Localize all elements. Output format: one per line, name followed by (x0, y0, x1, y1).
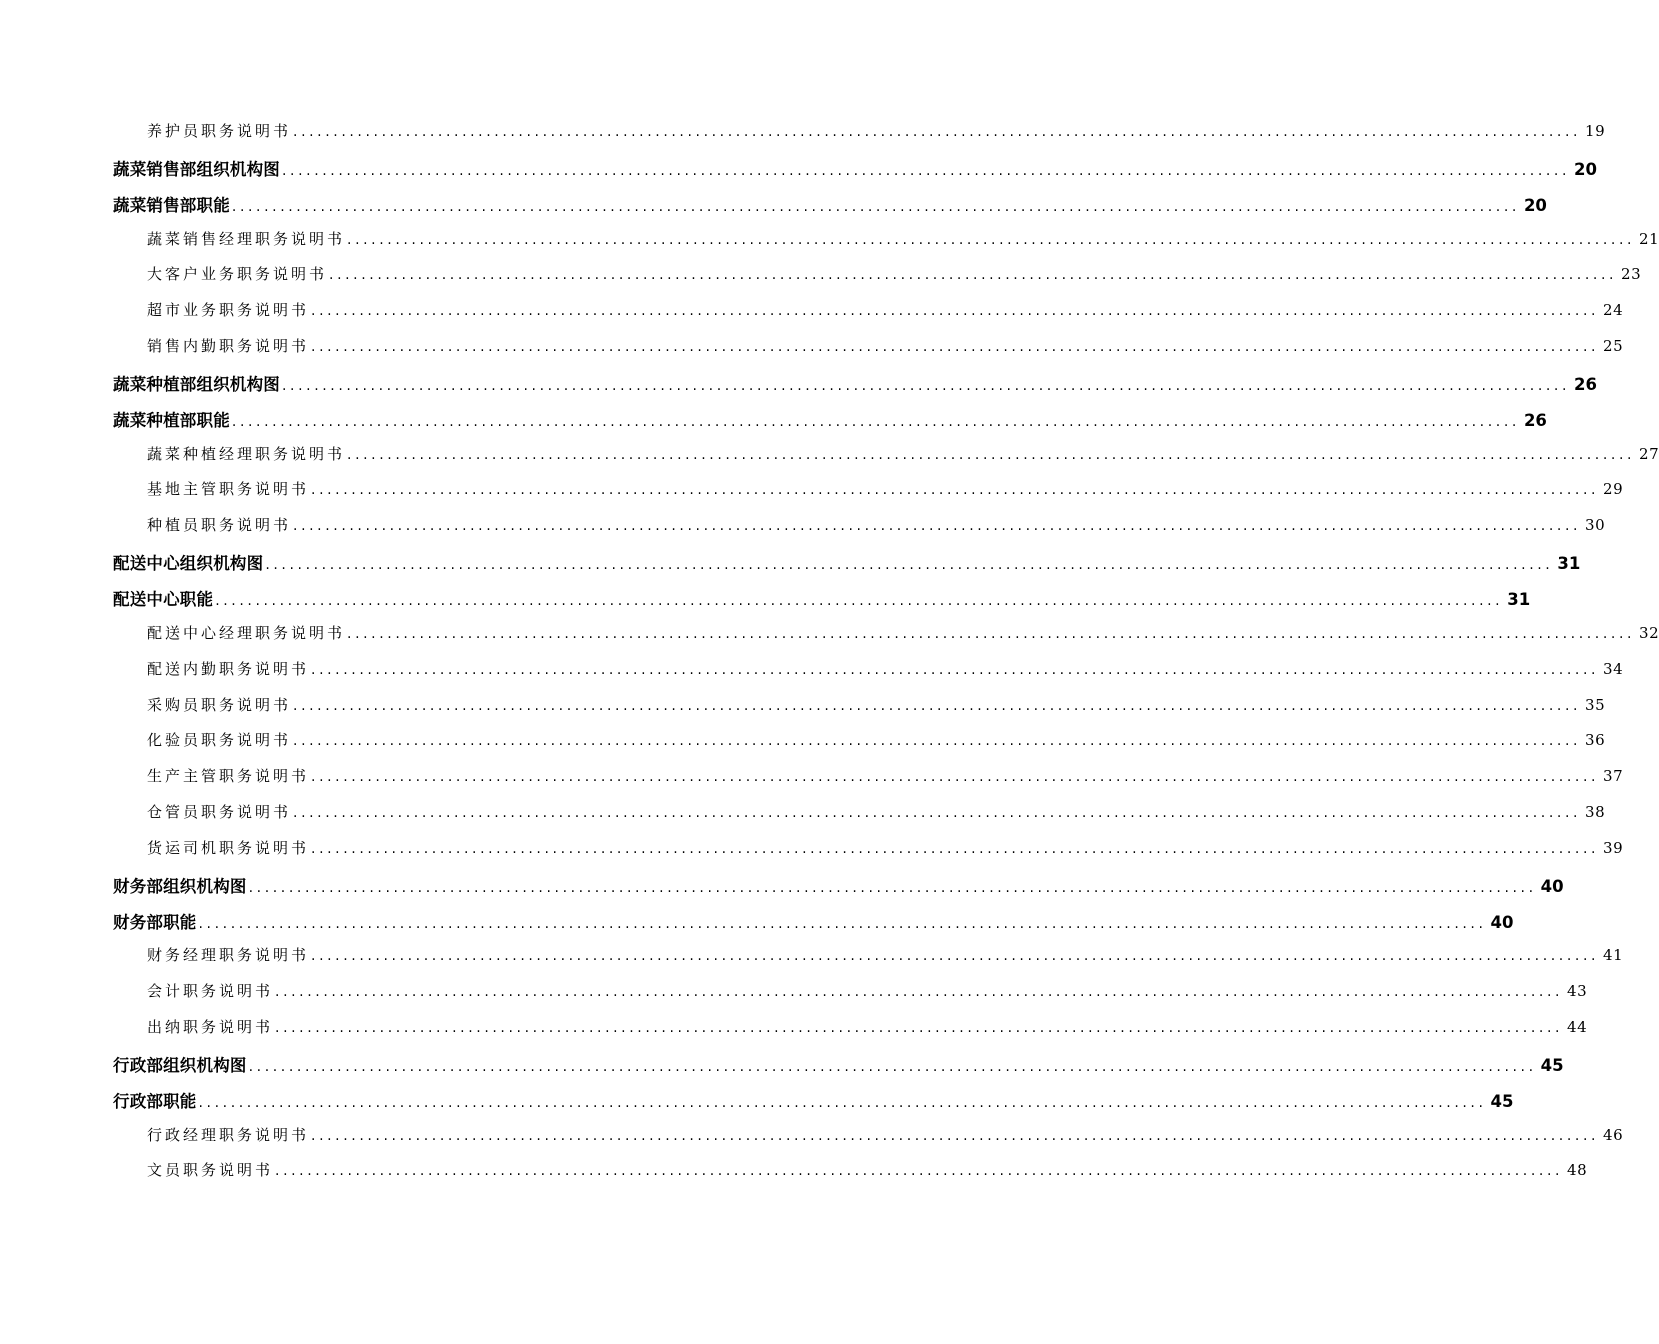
toc-page-number[interactable]: 43 (1567, 982, 1588, 1001)
toc-section-entry[interactable] (113, 550, 1581, 586)
toc-page-number[interactable]: 44 (1567, 1018, 1588, 1037)
toc-page-number[interactable]: 45 (1490, 1091, 1514, 1111)
toc-subsection-entry[interactable] (113, 837, 1624, 873)
toc-subsection-entry[interactable] (113, 1159, 1588, 1195)
toc-page-number[interactable]: 20 (1574, 159, 1597, 179)
toc-page-number[interactable]: 31 (1557, 554, 1581, 574)
toc-entry-title[interactable]: 基地主管职务说明书 (147, 480, 310, 499)
toc-page-number[interactable]: 20 (1523, 195, 1547, 215)
toc-dot-leader: ................................................................................................................................................................ (347, 231, 1636, 248)
toc-page-number[interactable]: 36 (1585, 731, 1606, 750)
toc-entry-title[interactable]: 财务部组织机构图 (113, 876, 247, 896)
toc-page-number[interactable]: 24 (1603, 301, 1624, 320)
toc-dot-leader: ................................................................................................................................................................ (311, 661, 1600, 678)
toc-page-number[interactable]: 37 (1603, 767, 1624, 786)
toc-entry-title[interactable]: 文员职务说明书 (147, 1161, 274, 1180)
toc-entry-title[interactable]: 配送中心经理职务说明书 (147, 623, 346, 642)
table-of-contents (113, 120, 1659, 1195)
toc-entry-title[interactable]: 配送中心组织机构图 (113, 554, 264, 574)
toc-dot-leader: ................................................................................................................................................................ (293, 805, 1582, 822)
toc-dot-leader: ................................................................................................................................................................ (248, 879, 1537, 896)
toc-entry-title[interactable]: 化验员职务说明书 (147, 731, 292, 750)
toc-page-number[interactable]: 40 (1490, 912, 1514, 932)
toc-page-number[interactable]: 40 (1540, 876, 1564, 896)
toc-entry-title[interactable]: 采购员职务说明书 (147, 695, 292, 714)
toc-entry-title[interactable]: 会计职务说明书 (147, 982, 274, 1001)
toc-section-entry[interactable] (113, 909, 1514, 945)
toc-dot-leader: ................................................................................................................................................................ (215, 592, 1504, 609)
toc-page-number[interactable]: 31 (1507, 589, 1531, 609)
toc-page-number[interactable]: 26 (1523, 410, 1547, 430)
toc-dot-leader: ................................................................................................................................................................ (311, 303, 1600, 320)
toc-subsection-entry[interactable] (113, 944, 1624, 980)
toc-page-number[interactable]: 27 (1639, 444, 1659, 463)
toc-page-number[interactable]: 45 (1540, 1055, 1564, 1075)
toc-dot-leader: ................................................................................................................................................................ (231, 413, 1520, 430)
toc-entry-title[interactable]: 财务经理职务说明书 (147, 946, 310, 965)
toc-section-entry[interactable] (113, 371, 1597, 407)
toc-subsection-entry[interactable] (113, 120, 1606, 156)
toc-entry-title[interactable]: 蔬菜销售经理职务说明书 (147, 229, 346, 248)
toc-page-number[interactable]: 29 (1603, 480, 1624, 499)
toc-entry-title[interactable]: 销售内勤职务说明书 (147, 337, 310, 356)
toc-section-entry[interactable] (113, 1052, 1564, 1088)
toc-entry-title[interactable]: 超市业务职务说明书 (147, 301, 310, 320)
toc-entry-title[interactable]: 行政部职能 (113, 1091, 197, 1111)
toc-entry-title[interactable]: 蔬菜种植部职能 (113, 410, 230, 430)
toc-subsection-entry[interactable] (113, 1016, 1588, 1052)
toc-dot-leader: ................................................................................................................................................................ (265, 557, 1554, 574)
toc-page-number[interactable]: 32 (1639, 623, 1659, 642)
toc-entry-title[interactable]: 仓管员职务说明书 (147, 803, 292, 822)
toc-subsection-entry[interactable] (113, 514, 1606, 550)
toc-subsection-entry[interactable] (113, 1124, 1624, 1160)
toc-subsection-entry[interactable] (113, 228, 1659, 264)
toc-subsection-entry[interactable] (113, 478, 1624, 514)
toc-page-number[interactable]: 30 (1585, 516, 1606, 535)
toc-dot-leader: ................................................................................................................................................................ (275, 1163, 1564, 1180)
toc-subsection-entry[interactable] (113, 622, 1659, 658)
toc-page-number[interactable]: 39 (1603, 838, 1624, 857)
toc-dot-leader: ................................................................................................................................................................ (231, 198, 1520, 215)
toc-dot-leader: ................................................................................................................................................................ (311, 769, 1600, 786)
toc-entry-title[interactable]: 蔬菜销售部职能 (113, 195, 230, 215)
toc-entry-title[interactable]: 养护员职务说明书 (147, 122, 292, 140)
toc-section-entry[interactable] (113, 873, 1564, 909)
toc-entry-title[interactable]: 财务部职能 (113, 912, 197, 932)
toc-subsection-entry[interactable] (113, 335, 1624, 371)
toc-dot-leader: ................................................................................................................................................................ (275, 984, 1564, 1001)
toc-entry-title[interactable]: 出纳职务说明书 (147, 1018, 274, 1037)
toc-dot-leader: ................................................................................................................................................................ (347, 446, 1636, 463)
toc-dot-leader: ................................................................................................................................................................ (293, 518, 1582, 535)
toc-dot-leader: ................................................................................................................................................................ (347, 625, 1636, 642)
toc-dot-leader: ................................................................................................................................................................ (282, 162, 1571, 179)
toc-subsection-entry[interactable] (113, 263, 1642, 299)
toc-entry-title[interactable]: 生产主管职务说明书 (147, 767, 310, 786)
toc-entry-title[interactable]: 蔬菜种植部组织机构图 (113, 374, 280, 394)
toc-entry-title[interactable]: 蔬菜销售部组织机构图 (113, 159, 280, 179)
toc-list (113, 120, 1659, 1195)
toc-page-number[interactable]: 41 (1603, 946, 1624, 965)
toc-entry-title[interactable]: 蔬菜种植经理职务说明书 (147, 444, 346, 463)
toc-page-number[interactable]: 38 (1585, 803, 1606, 822)
toc-entry-title[interactable]: 货运司机职务说明书 (147, 838, 310, 857)
toc-page-number[interactable]: 46 (1603, 1125, 1624, 1144)
toc-subsection-entry[interactable] (113, 765, 1624, 801)
toc-entry-title[interactable]: 种植员职务说明书 (147, 516, 292, 535)
toc-dot-leader: ................................................................................................................................................................ (293, 124, 1582, 140)
toc-dot-leader: ................................................................................................................................................................ (198, 915, 1487, 932)
toc-subsection-entry[interactable] (113, 980, 1588, 1016)
toc-dot-leader: ................................................................................................................................................................ (311, 339, 1600, 356)
toc-page-number[interactable]: 25 (1603, 337, 1624, 356)
toc-dot-leader: ................................................................................................................................................................ (282, 377, 1571, 394)
toc-dot-leader: ................................................................................................................................................................ (311, 482, 1600, 499)
toc-dot-leader: ................................................................................................................................................................ (329, 267, 1618, 284)
toc-entry-title[interactable]: 配送中心职能 (113, 589, 214, 609)
toc-page-number[interactable]: 35 (1585, 695, 1606, 714)
toc-page-number[interactable]: 19 (1585, 122, 1606, 140)
toc-entry-title[interactable]: 大客户业务职务说明书 (147, 265, 328, 284)
toc-dot-leader: ................................................................................................................................................................ (248, 1058, 1537, 1075)
toc-entry-title[interactable]: 行政部组织机构图 (113, 1055, 247, 1075)
toc-dot-leader: ................................................................................................................................................................ (293, 697, 1582, 714)
toc-subsection-entry[interactable] (113, 801, 1606, 837)
toc-section-entry[interactable] (113, 1088, 1514, 1124)
toc-section-entry[interactable] (113, 156, 1597, 192)
toc-dot-leader: ................................................................................................................................................................ (293, 733, 1582, 750)
toc-subsection-entry[interactable] (113, 443, 1659, 479)
toc-section-entry[interactable] (113, 586, 1531, 622)
toc-subsection-entry[interactable] (113, 299, 1624, 335)
toc-subsection-entry[interactable] (113, 694, 1606, 730)
toc-entry-title[interactable]: 行政经理职务说明书 (147, 1125, 310, 1144)
toc-section-entry[interactable] (113, 407, 1547, 443)
toc-dot-leader: ................................................................................................................................................................ (311, 840, 1600, 857)
toc-page-number[interactable]: 23 (1621, 265, 1642, 284)
toc-page-number[interactable]: 48 (1567, 1161, 1588, 1180)
toc-page-number[interactable]: 26 (1574, 374, 1597, 394)
toc-subsection-entry[interactable] (113, 729, 1606, 765)
toc-entry-title[interactable]: 配送内勤职务说明书 (147, 659, 310, 678)
toc-dot-leader: ................................................................................................................................................................ (198, 1094, 1487, 1111)
toc-section-entry[interactable] (113, 192, 1547, 228)
toc-dot-leader: ................................................................................................................................................................ (275, 1020, 1564, 1037)
toc-subsection-entry[interactable] (113, 658, 1624, 694)
toc-page-number[interactable]: 21 (1639, 229, 1659, 248)
toc-dot-leader: ................................................................................................................................................................ (311, 1127, 1600, 1144)
toc-page-number[interactable]: 34 (1603, 659, 1624, 678)
toc-dot-leader: ................................................................................................................................................................ (311, 948, 1600, 965)
